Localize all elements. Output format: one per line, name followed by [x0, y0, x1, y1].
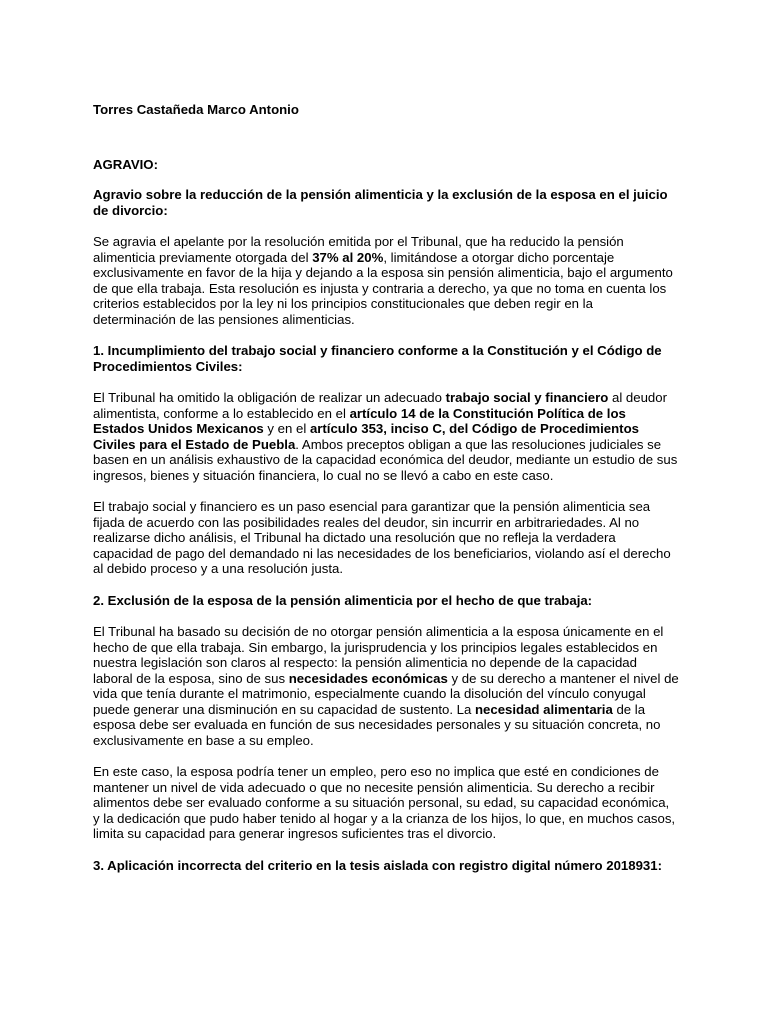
- text-run: Se agravia el apelante por la resolución emitida por el Tribunal, que ha reducido la pensión alimenticia previamente otorgada del: [93, 234, 624, 265]
- text-run: . Ambos preceptos obligan a que las resoluciones judiciales se basen en un análisis exhaustivo de la capacidad económica del deudor, mediante un estudio de sus ingresos, bienes y situación financiera, lo cual no se llevó a cabo en este caso.: [93, 436, 678, 483]
- point1-heading: 1. Incumplimiento del trabajo social y financiero conforme a la Constitución y el Código de Procedimientos Civiles:: [93, 343, 662, 374]
- text-run: El Tribunal ha basado su decisión de no otorgar pensión alimenticia a la esposa únicamente en el hecho de que ella trabaja. Sin embargo, la jurisprudencia y los principios legales establecidos en nuestra legislación son claros al respecto: la pensión alimenticia no depende de la capacidad laboral de la esposa, sino de sus: [93, 624, 664, 686]
- point1-paragraph-1: [93, 390, 679, 483]
- text-run: y en el: [263, 421, 310, 436]
- bold-run: 37% al 20%: [312, 249, 384, 265]
- intro-heading: Agravio sobre la reducción de la pensión alimenticia y la exclusión de la esposa en el juicio de divorcio:: [93, 187, 668, 218]
- point3-heading: 3. Aplicación incorrecta del criterio en la tesis aislada con registro digital número 2018931:: [93, 857, 662, 873]
- text-run: al deudor alimentista, conforme a lo establecido en el: [93, 390, 667, 421]
- bold-run: artículo 14 de la Constitución Política de los Estados Unidos Mexicanos: [93, 405, 626, 436]
- point2-paragraph-1: [93, 624, 679, 748]
- text-run: de la esposa debe ser evaluada en función de sus necesidades personales y su situación concreta, no exclusivamente en base a su empleo.: [93, 701, 661, 748]
- point1-paragraph-2: El trabajo social y financiero es un paso esencial para garantizar que la pensión alimenticia sea fijada de acuerdo con las posibilidades reales del deudor, sin incurrir en arbitrariedades. Al no realizarse dicho análisis, el Tribunal ha dictado una resolución que no refleja la verdadera capacidad de pago del demandado ni las necesidades de los beneficiarios, violando así el derecho al debido proceso y a una resolución justa.: [93, 499, 671, 576]
- point2-paragraph-2: En este caso, la esposa podría tener un empleo, pero eso no implica que esté en condiciones de mantener un nivel de vida adecuado o que no necesite pensión alimenticia. Su derecho a recibir alimentos debe ser evaluado conforme a su situación personal, su edad, su capacidad económica, y la dedicación que pudo haber tenido al hogar y a la crianza de los hijos, lo que, en muchos casos, limita su capacidad para generar ingresos suficientes tras el divorcio.: [93, 764, 676, 841]
- bold-run: necesidad alimentaria: [474, 701, 613, 717]
- text-run: y de su derecho a mantener el nivel de vida que tenía durante el matrimonio, especialmente cuando la disolución del vínculo conyugal puede generar una disminución en su capacidad de sustento. La: [93, 670, 679, 717]
- point2-heading: 2. Exclusión de la esposa de la pensión alimenticia por el hecho de que trabaja:: [93, 592, 593, 608]
- intro-paragraph: [93, 234, 679, 327]
- bold-run: trabajo social y financiero: [445, 390, 609, 405]
- section-label: AGRAVIO:: [93, 156, 158, 172]
- document-body: [93, 102, 679, 889]
- bold-run: necesidades económicas: [288, 670, 448, 686]
- bold-run: artículo 353, inciso C, del Código de Procedimientos Civiles para el Estado de Puebla: [93, 421, 639, 452]
- text-run: El Tribunal ha omitido la obligación de realizar un adecuado: [93, 390, 446, 405]
- author-name: Torres Castañeda Marco Antonio: [93, 102, 299, 117]
- text-run: , limitándose a otorgar dicho porcentaje exclusivamente en favor de la hija y dejando a la esposa sin pensión alimenticia, bajo el argumento de que ella trabaja. Esta resolución es injusta y contraria a derecho, ya que no toma en cuenta los criterios establecidos por la ley ni los principios constitucionales que deben regir en la determinación de las pensiones alimenticias.: [93, 249, 673, 327]
